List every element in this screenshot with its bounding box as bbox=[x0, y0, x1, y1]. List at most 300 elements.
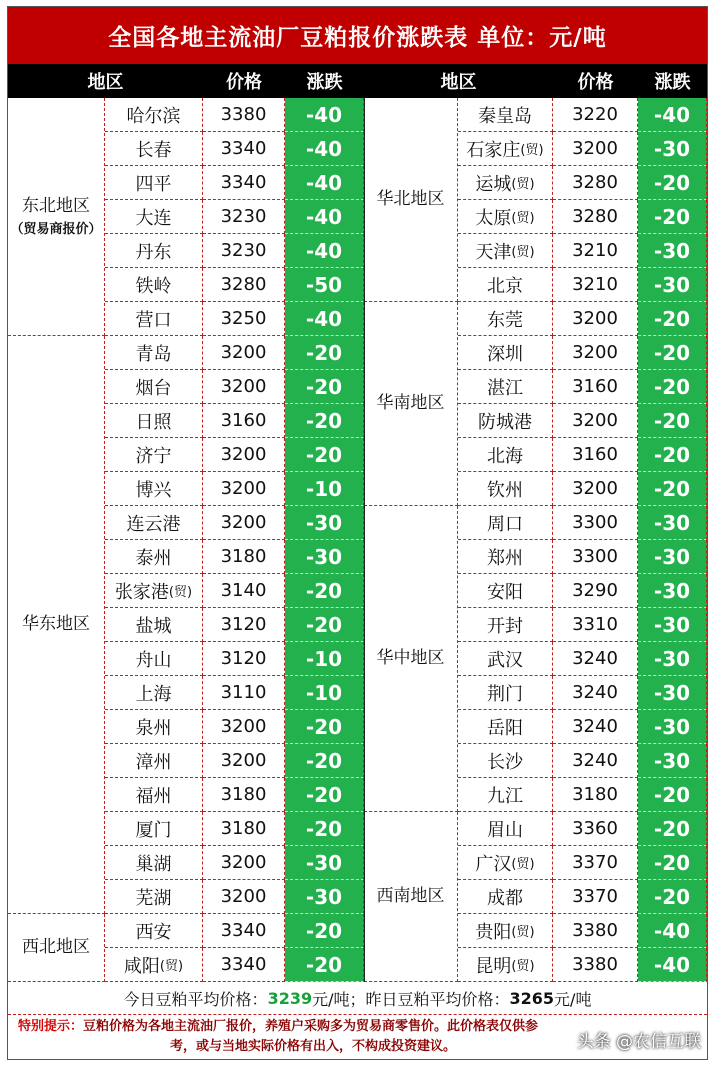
right-city-cell bbox=[458, 98, 553, 132]
change-value: -40 bbox=[305, 170, 343, 195]
left-change-cell bbox=[285, 846, 364, 880]
price-value: 3160 bbox=[220, 410, 267, 431]
price-value: 3200 bbox=[572, 410, 618, 431]
average-price-row bbox=[8, 982, 707, 1015]
change-value: -20 bbox=[653, 442, 691, 467]
left-price-cell bbox=[203, 574, 285, 608]
today-avg-value: 3239 bbox=[267, 988, 313, 1008]
right-price-cell bbox=[553, 404, 638, 438]
right-price-cell bbox=[553, 676, 638, 710]
city-name: 盐城 bbox=[135, 615, 172, 637]
city-name: 防城港 bbox=[478, 411, 532, 433]
price-value: 3200 bbox=[220, 750, 267, 771]
change-value: -30 bbox=[653, 714, 691, 739]
change-value: -20 bbox=[305, 612, 343, 637]
change-value: -20 bbox=[653, 340, 691, 365]
price-value: 3380 bbox=[220, 104, 267, 125]
city-name: 贵阳 bbox=[475, 921, 512, 943]
right-price-cell bbox=[553, 336, 638, 370]
header-left-change: 涨跌 bbox=[306, 72, 343, 93]
price-value: 3200 bbox=[220, 852, 267, 873]
city-name: 安阳 bbox=[487, 581, 523, 603]
price-value: 3380 bbox=[572, 920, 618, 941]
left-city-cell bbox=[105, 744, 203, 778]
left-city-cell bbox=[105, 234, 203, 268]
change-value: -40 bbox=[305, 238, 343, 263]
right-price-cell bbox=[553, 268, 638, 302]
right-change-cell bbox=[638, 846, 707, 880]
city-name: 眉山 bbox=[487, 819, 523, 841]
change-value: -20 bbox=[305, 782, 343, 807]
price-value: 3280 bbox=[572, 172, 618, 193]
left-price-cell bbox=[203, 132, 285, 166]
column-separator bbox=[364, 98, 365, 982]
note-line-1: 豆粕价格为各地主流油厂报价，养殖户采购多为贸易商零售价。此价格表仅供参 bbox=[83, 1019, 539, 1034]
city-name: 四平 bbox=[135, 173, 172, 195]
price-value: 3200 bbox=[220, 478, 267, 499]
right-change-cell bbox=[638, 540, 707, 574]
right-price-cell bbox=[553, 472, 638, 506]
left-region-cell bbox=[8, 336, 105, 914]
city-name: 石家庄 bbox=[466, 139, 521, 161]
left-city-cell bbox=[105, 676, 203, 710]
price-value: 3360 bbox=[572, 818, 618, 839]
left-price-cell bbox=[203, 438, 285, 472]
right-price-cell bbox=[553, 166, 638, 200]
city-name: 丹东 bbox=[135, 241, 172, 263]
left-price-cell bbox=[203, 846, 285, 880]
change-value: -40 bbox=[305, 102, 343, 127]
city-name: 深圳 bbox=[487, 343, 523, 365]
change-value: -30 bbox=[653, 646, 691, 671]
right-city-cell bbox=[458, 268, 553, 302]
right-change-cell bbox=[638, 914, 707, 948]
yesterday-avg-label: 昨日豆粕平均价格： bbox=[365, 989, 510, 1009]
change-value: -20 bbox=[305, 374, 343, 399]
left-price-cell bbox=[203, 472, 285, 506]
right-city-cell bbox=[458, 676, 553, 710]
city-name: 张家港 bbox=[114, 581, 169, 603]
price-value: 3120 bbox=[220, 648, 267, 669]
price-value: 3180 bbox=[572, 784, 618, 805]
city-name: 长春 bbox=[135, 139, 172, 161]
right-price-cell bbox=[553, 948, 638, 982]
left-price-cell bbox=[203, 710, 285, 744]
watermark: 头条 @农信互联 bbox=[576, 1032, 701, 1052]
left-change-cell bbox=[285, 948, 364, 982]
price-value: 3110 bbox=[220, 682, 267, 703]
right-change-cell bbox=[638, 744, 707, 778]
right-price-cell bbox=[553, 540, 638, 574]
price-value: 3210 bbox=[572, 240, 618, 261]
left-price-cell bbox=[203, 744, 285, 778]
price-value: 3200 bbox=[220, 376, 267, 397]
change-value: -20 bbox=[305, 340, 343, 365]
right-price-cell bbox=[553, 642, 638, 676]
price-value: 3280 bbox=[220, 274, 267, 295]
left-price-cell bbox=[203, 608, 285, 642]
header-right-change: 涨跌 bbox=[654, 72, 691, 93]
right-change-cell bbox=[638, 574, 707, 608]
city-name: 巢湖 bbox=[135, 853, 172, 875]
right-price-cell bbox=[553, 778, 638, 812]
right-city-cell bbox=[458, 370, 553, 404]
left-price-cell bbox=[203, 778, 285, 812]
left-change-cell bbox=[285, 234, 364, 268]
price-value: 3160 bbox=[572, 444, 618, 465]
trader-tag: (贸) bbox=[511, 857, 535, 872]
price-value: 3370 bbox=[572, 852, 618, 873]
right-city-cell bbox=[458, 540, 553, 574]
left-city-cell bbox=[105, 336, 203, 370]
right-change-cell bbox=[638, 336, 707, 370]
left-city-cell bbox=[105, 166, 203, 200]
region-name: 华中地区 bbox=[376, 647, 445, 668]
left-price-cell bbox=[203, 540, 285, 574]
price-value: 3200 bbox=[220, 716, 267, 737]
right-price-cell bbox=[553, 370, 638, 404]
left-change-cell bbox=[285, 302, 364, 336]
left-price-cell bbox=[203, 948, 285, 982]
price-value: 3200 bbox=[220, 342, 267, 363]
change-value: -10 bbox=[305, 646, 343, 671]
right-city-cell bbox=[458, 914, 553, 948]
change-value: -40 bbox=[653, 952, 691, 977]
change-value: -20 bbox=[305, 748, 343, 773]
left-price-cell bbox=[203, 914, 285, 948]
city-name: 昆明 bbox=[475, 955, 512, 977]
trader-tag: (贸) bbox=[159, 959, 184, 974]
left-region-cell bbox=[8, 98, 105, 336]
left-price-cell bbox=[203, 302, 285, 336]
left-price-cell bbox=[203, 98, 285, 132]
header-right-region: 地区 bbox=[440, 72, 477, 93]
left-city-cell bbox=[105, 132, 203, 166]
left-change-cell bbox=[285, 166, 364, 200]
price-value: 3200 bbox=[220, 512, 267, 533]
left-city-cell bbox=[105, 200, 203, 234]
left-city-cell bbox=[105, 506, 203, 540]
left-city-cell bbox=[105, 574, 203, 608]
price-value: 3180 bbox=[220, 784, 267, 805]
left-price-cell bbox=[203, 166, 285, 200]
right-change-cell bbox=[638, 404, 707, 438]
note-label: 特别提示： bbox=[18, 1019, 84, 1034]
right-change-cell bbox=[638, 268, 707, 302]
right-city-cell bbox=[458, 574, 553, 608]
price-value: 3240 bbox=[572, 682, 618, 703]
left-city-cell bbox=[105, 404, 203, 438]
right-change-cell bbox=[638, 98, 707, 132]
price-value: 3250 bbox=[220, 308, 267, 329]
right-price-cell bbox=[553, 812, 638, 846]
left-change-cell bbox=[285, 744, 364, 778]
price-value: 3240 bbox=[572, 750, 618, 771]
left-change-cell bbox=[285, 132, 364, 166]
city-name: 日照 bbox=[135, 411, 172, 433]
region-name: 华东地区 bbox=[22, 613, 90, 634]
price-value: 3370 bbox=[572, 886, 618, 907]
change-value: -40 bbox=[305, 204, 343, 229]
left-change-cell bbox=[285, 268, 364, 302]
city-name: 周口 bbox=[487, 513, 523, 535]
right-city-cell bbox=[458, 948, 553, 982]
left-change-cell bbox=[285, 506, 364, 540]
right-price-cell bbox=[553, 506, 638, 540]
right-city-cell bbox=[458, 778, 553, 812]
change-value: -20 bbox=[653, 884, 691, 909]
right-city-cell bbox=[458, 166, 553, 200]
right-change-cell bbox=[638, 676, 707, 710]
city-name: 九江 bbox=[487, 785, 523, 807]
change-value: -30 bbox=[653, 510, 691, 535]
city-name: 舟山 bbox=[135, 649, 172, 671]
right-region-cell bbox=[364, 98, 458, 302]
city-name: 青岛 bbox=[135, 343, 172, 365]
change-value: -20 bbox=[653, 204, 691, 229]
change-value: -20 bbox=[653, 782, 691, 807]
left-city-cell bbox=[105, 268, 203, 302]
city-name: 荆门 bbox=[487, 683, 523, 705]
right-city-cell bbox=[458, 880, 553, 914]
right-change-cell bbox=[638, 812, 707, 846]
left-city-cell bbox=[105, 608, 203, 642]
right-price-cell bbox=[553, 880, 638, 914]
yesterday-avg-value: 3265 bbox=[509, 988, 555, 1008]
change-value: -40 bbox=[305, 306, 343, 331]
price-value: 3200 bbox=[572, 342, 618, 363]
price-value: 3200 bbox=[572, 308, 618, 329]
city-name: 武汉 bbox=[487, 649, 523, 671]
change-value: -20 bbox=[653, 408, 691, 433]
trader-tag: (贸) bbox=[520, 143, 544, 158]
change-value: -40 bbox=[305, 136, 343, 161]
city-name: 泉州 bbox=[135, 717, 172, 739]
left-price-cell bbox=[203, 506, 285, 540]
left-price-cell bbox=[203, 676, 285, 710]
right-change-cell bbox=[638, 948, 707, 982]
trader-tag: (贸) bbox=[511, 245, 535, 260]
left-change-cell bbox=[285, 574, 364, 608]
right-change-cell bbox=[638, 608, 707, 642]
city-name: 连云港 bbox=[126, 513, 181, 535]
city-name: 北海 bbox=[487, 445, 523, 467]
left-price-cell bbox=[203, 404, 285, 438]
left-price-cell bbox=[203, 370, 285, 404]
city-name: 漳州 bbox=[135, 751, 172, 773]
left-change-cell bbox=[285, 642, 364, 676]
city-name: 铁岭 bbox=[135, 275, 172, 297]
change-value: -20 bbox=[305, 952, 343, 977]
right-city-cell bbox=[458, 472, 553, 506]
right-change-cell bbox=[638, 370, 707, 404]
city-name: 东莞 bbox=[487, 309, 523, 331]
right-city-cell bbox=[458, 710, 553, 744]
right-price-cell bbox=[553, 608, 638, 642]
change-value: -20 bbox=[305, 408, 343, 433]
right-region-cell bbox=[364, 302, 458, 506]
price-value: 3120 bbox=[220, 614, 267, 635]
change-value: -30 bbox=[653, 612, 691, 637]
region-name: 东北地区 bbox=[22, 196, 90, 216]
price-value: 3240 bbox=[572, 648, 618, 669]
city-name: 广汉 bbox=[475, 853, 512, 875]
change-value: -20 bbox=[653, 816, 691, 841]
right-city-cell bbox=[458, 132, 553, 166]
change-value: -30 bbox=[305, 544, 343, 569]
trader-tag: (贸) bbox=[511, 177, 535, 192]
price-value: 3240 bbox=[572, 716, 618, 737]
price-value: 3180 bbox=[220, 546, 267, 567]
change-value: -20 bbox=[653, 374, 691, 399]
left-city-cell bbox=[105, 948, 203, 982]
left-price-cell bbox=[203, 880, 285, 914]
change-value: -20 bbox=[653, 170, 691, 195]
change-value: -20 bbox=[653, 476, 691, 501]
price-value: 3210 bbox=[572, 274, 618, 295]
change-value: -20 bbox=[305, 442, 343, 467]
right-change-cell bbox=[638, 880, 707, 914]
change-value: -20 bbox=[305, 578, 343, 603]
city-name: 湛江 bbox=[487, 377, 523, 399]
price-value: 3300 bbox=[572, 512, 618, 533]
price-grid bbox=[8, 98, 707, 982]
city-name: 北京 bbox=[487, 275, 523, 297]
region-note: （贸易商报价） bbox=[10, 221, 102, 237]
city-name: 钦州 bbox=[487, 479, 523, 501]
right-price-cell bbox=[553, 132, 638, 166]
city-name: 西安 bbox=[135, 921, 172, 943]
right-city-cell bbox=[458, 438, 553, 472]
price-value: 3200 bbox=[220, 444, 267, 465]
left-city-cell bbox=[105, 438, 203, 472]
change-value: -40 bbox=[653, 102, 691, 127]
change-value: -10 bbox=[305, 476, 343, 501]
city-name: 烟台 bbox=[135, 377, 172, 399]
right-change-cell bbox=[638, 506, 707, 540]
right-region-cell bbox=[364, 812, 458, 982]
note-line-2: 考，或与当地实际价格有出入，不构成投资建议。 bbox=[170, 1039, 457, 1054]
right-price-cell bbox=[553, 302, 638, 336]
city-name: 岳阳 bbox=[487, 717, 523, 739]
right-price-cell bbox=[553, 200, 638, 234]
left-city-cell bbox=[105, 98, 203, 132]
trader-tag: (贸) bbox=[168, 585, 193, 600]
right-price-cell bbox=[553, 846, 638, 880]
right-change-cell bbox=[638, 710, 707, 744]
left-city-cell bbox=[105, 472, 203, 506]
price-value: 3200 bbox=[220, 886, 267, 907]
city-name: 济宁 bbox=[135, 445, 172, 467]
change-value: -30 bbox=[653, 238, 691, 263]
left-city-cell bbox=[105, 370, 203, 404]
price-value: 3340 bbox=[220, 920, 267, 941]
price-value: 3300 bbox=[572, 546, 618, 567]
left-region-cell bbox=[8, 914, 105, 982]
right-city-cell bbox=[458, 642, 553, 676]
trader-tag: (贸) bbox=[511, 959, 535, 974]
right-price-cell bbox=[553, 438, 638, 472]
left-change-cell bbox=[285, 914, 364, 948]
right-city-cell bbox=[458, 506, 553, 540]
header-right-price: 价格 bbox=[577, 72, 614, 93]
left-change-cell bbox=[285, 438, 364, 472]
right-change-cell bbox=[638, 200, 707, 234]
left-price-cell bbox=[203, 336, 285, 370]
left-change-cell bbox=[285, 676, 364, 710]
right-price-cell bbox=[553, 710, 638, 744]
change-value: -30 bbox=[653, 680, 691, 705]
right-city-cell bbox=[458, 200, 553, 234]
change-value: -20 bbox=[653, 850, 691, 875]
left-change-cell bbox=[285, 880, 364, 914]
price-value: 3340 bbox=[220, 954, 267, 975]
change-value: -30 bbox=[653, 544, 691, 569]
price-value: 3280 bbox=[572, 206, 618, 227]
region-name: 华南地区 bbox=[376, 392, 445, 413]
price-value: 3200 bbox=[572, 138, 618, 159]
left-change-cell bbox=[285, 200, 364, 234]
left-change-cell bbox=[285, 540, 364, 574]
right-price-cell bbox=[553, 574, 638, 608]
right-city-cell bbox=[458, 846, 553, 880]
left-city-cell bbox=[105, 778, 203, 812]
left-price-cell bbox=[203, 234, 285, 268]
city-name: 成都 bbox=[487, 887, 523, 909]
right-change-cell bbox=[638, 472, 707, 506]
right-price-cell bbox=[553, 98, 638, 132]
right-city-cell bbox=[458, 336, 553, 370]
right-price-cell bbox=[553, 744, 638, 778]
city-name: 福州 bbox=[135, 785, 172, 807]
left-change-cell bbox=[285, 98, 364, 132]
price-value: 3160 bbox=[572, 376, 618, 397]
change-value: -30 bbox=[305, 884, 343, 909]
left-city-cell bbox=[105, 710, 203, 744]
left-change-cell bbox=[285, 472, 364, 506]
right-city-cell bbox=[458, 234, 553, 268]
left-change-cell bbox=[285, 336, 364, 370]
city-name: 哈尔滨 bbox=[126, 105, 181, 127]
city-name: 运城 bbox=[475, 173, 512, 195]
change-value: -20 bbox=[653, 306, 691, 331]
right-change-cell bbox=[638, 438, 707, 472]
right-city-cell bbox=[458, 812, 553, 846]
price-value: 3200 bbox=[572, 478, 618, 499]
region-name: 华北地区 bbox=[376, 188, 445, 209]
city-name: 郑州 bbox=[487, 547, 523, 569]
right-change-cell bbox=[638, 234, 707, 268]
change-value: -30 bbox=[653, 748, 691, 773]
change-value: -50 bbox=[305, 272, 343, 297]
right-change-cell bbox=[638, 302, 707, 336]
left-price-cell bbox=[203, 268, 285, 302]
right-city-cell bbox=[458, 302, 553, 336]
change-value: -30 bbox=[653, 578, 691, 603]
left-price-cell bbox=[203, 200, 285, 234]
change-value: -30 bbox=[305, 850, 343, 875]
left-change-cell bbox=[285, 710, 364, 744]
city-name: 天津 bbox=[475, 241, 512, 263]
change-value: -20 bbox=[305, 918, 343, 943]
change-value: -40 bbox=[653, 918, 691, 943]
city-name: 长沙 bbox=[487, 751, 523, 773]
left-price-cell bbox=[203, 812, 285, 846]
yesterday-avg-unit: 元/吨 bbox=[554, 989, 592, 1009]
price-value: 3230 bbox=[220, 240, 267, 261]
city-name: 咸阳 bbox=[123, 955, 160, 977]
city-name: 厦门 bbox=[135, 819, 172, 841]
